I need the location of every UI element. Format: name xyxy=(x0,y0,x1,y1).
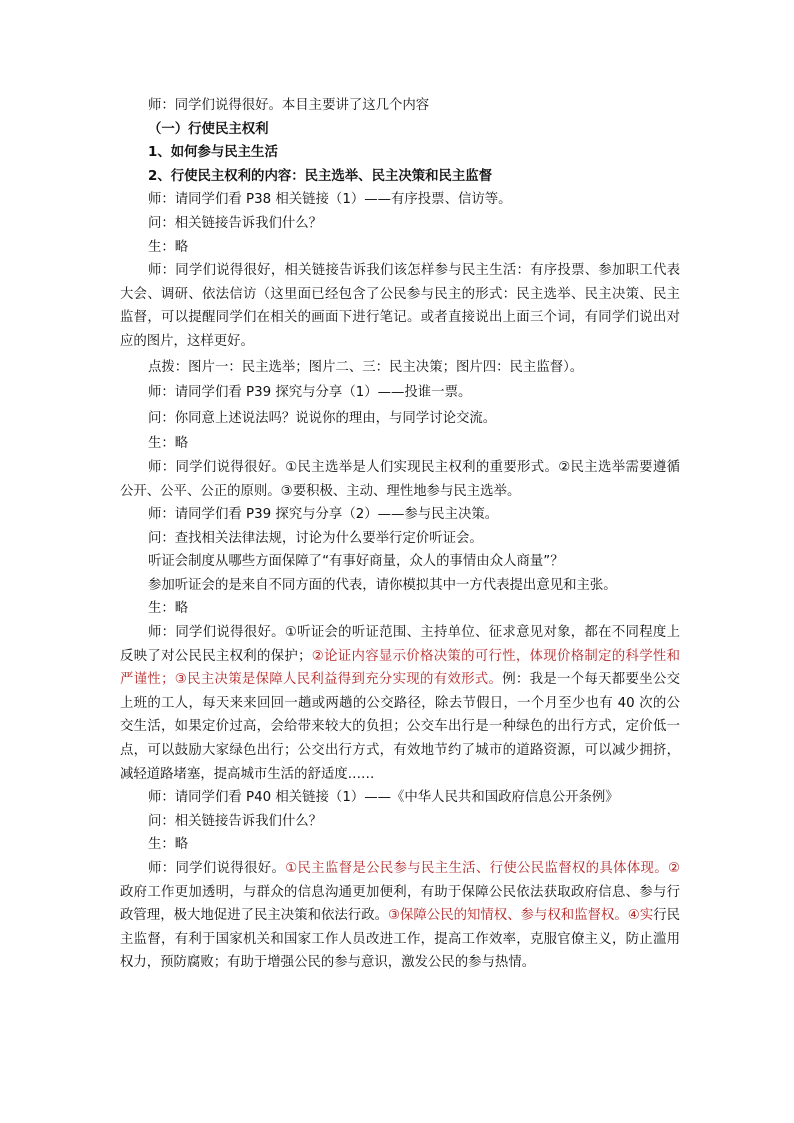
answer-3-part-c: 例：我是一个每天都要坐公交上班的工人，每天来来回回一趟或两趟的公交路径，除去节假日，一个月至少也有 40 次的公交生活，如果定价过高，会给带来较大的负担；公交车出行是一种绿色的出行方式，定价低一点，可以鼓励大家绿色出行；公交出行方式，有效地节约了城市的道路资源，可以减少拥挤，减轻道路堵塞，提高城市生活的舒适度…… xyxy=(120,672,680,782)
answer-4-part-d: ③保障公民的知情权、参与权和监督权。④实 xyxy=(388,908,654,924)
student-1: 生：略 xyxy=(148,239,189,255)
tip-line: 点拨：图片一：民主选举；图片二、三：民主决策；图片四：民主监督）。 xyxy=(148,359,584,375)
question-3: 问：查找相关法律法规，讨论为什么要举行定价听证会。 xyxy=(148,530,483,546)
teacher-answer-1: 师：同学们说得很好，相关链接告诉我们该怎样参与民主生活：有序投票、参加职工代表大会、调研、依法信访（这里面已经包含了公民参与民主的形式：民主选举、民主决策、民主监督，可以提醒同学们在相关的画面下进行笔记。或者直接说出上面三个词，有同学们说出对应的图片，这样更好。 xyxy=(120,263,680,349)
student-4: 生：略 xyxy=(148,837,189,853)
teacher-prompt-p40: 师：请同学们看 P40 相关链接（1）——《中华人民共和国政府信息公开条例》 xyxy=(148,790,619,806)
student-3: 生：略 xyxy=(148,601,189,617)
heading-content: 2、行使民主权利的内容：民主选举、民主决策和民主监督 xyxy=(148,168,493,184)
answer-4-part-a: 师：同学们说得很好。 xyxy=(148,861,286,876)
answer-4-part-c: 政府工作更加透明，与群众的信息沟通更加便利，有助于保障公民依法获取政府信息、参与行政管理，极大地促进了民主决策和依法行政。 xyxy=(120,884,680,924)
heading-participate: 1、如何参与民主生活 xyxy=(148,145,278,161)
teacher-prompt-p39-1: 师：请同学们看 P39 探究与分享（1）——投谁一票。 xyxy=(148,385,472,401)
question-4: 问：相关链接告诉我们什么？ xyxy=(148,813,323,829)
answer-4-part-e: 行民主监督，有利于国家机关和国家工作人员改进工作，提高工作效率，克服官僚主义，防止滥用权力，预防腐败；有助于增强公民的参与意识，激发公民的参与热情。 xyxy=(120,908,681,971)
question-3c: 参加听证会的是来自不同方面的代表，请你模拟其中一方代表提出意见和主张。 xyxy=(148,577,617,593)
answer-3-part-a: 师：同学们说得很好。①听证会的听证范围、主持单位、征求意见对象，都在不同程度上反映了对公民民主权利的保护； xyxy=(120,625,680,664)
answer-4-part-b: ①民主监督是公民参与民主生活、行使公民监督权的具体体现。② xyxy=(285,861,680,876)
teacher-answer-2: 师：同学们说得很好。①民主选举是人们实现民主权利的重要形式。②民主选举需要遵循公开、公平、公正的原则。③要积极、主动、理性地参与民主选举。 xyxy=(120,459,680,499)
question-3b: 听证会制度从哪些方面保障了“有事好商量，众人的事情由众人商量”？ xyxy=(148,554,564,570)
intro-line: 师：同学们说得很好。本目主要讲了这几个内容 xyxy=(148,98,430,113)
question-2: 问：你同意上述说法吗？说说你的理由，与同学讨论交流。 xyxy=(148,410,497,426)
teacher-prompt-p39-2: 师：请同学们看 P39 探究与分享（2）——参与民主决策。 xyxy=(148,507,499,523)
document-page xyxy=(120,94,680,975)
student-2: 生：略 xyxy=(148,436,189,452)
question-1: 问：相关链接告诉我们什么？ xyxy=(148,215,323,231)
answer-3-part-b: ②论证内容显示价格决策的可行性，体现价格制定的科学性和严谨性；③民主决策是保障人民利益得到充分实现的有效形式。 xyxy=(120,648,680,688)
teacher-answer-3 xyxy=(120,621,680,786)
heading-exercise-rights: （一）行使民主权利 xyxy=(148,121,269,137)
teacher-prompt-p38: 师：请同学们看 P38 相关链接（1）——有序投票、信访等。 xyxy=(148,192,512,208)
teacher-answer-4 xyxy=(120,857,680,975)
